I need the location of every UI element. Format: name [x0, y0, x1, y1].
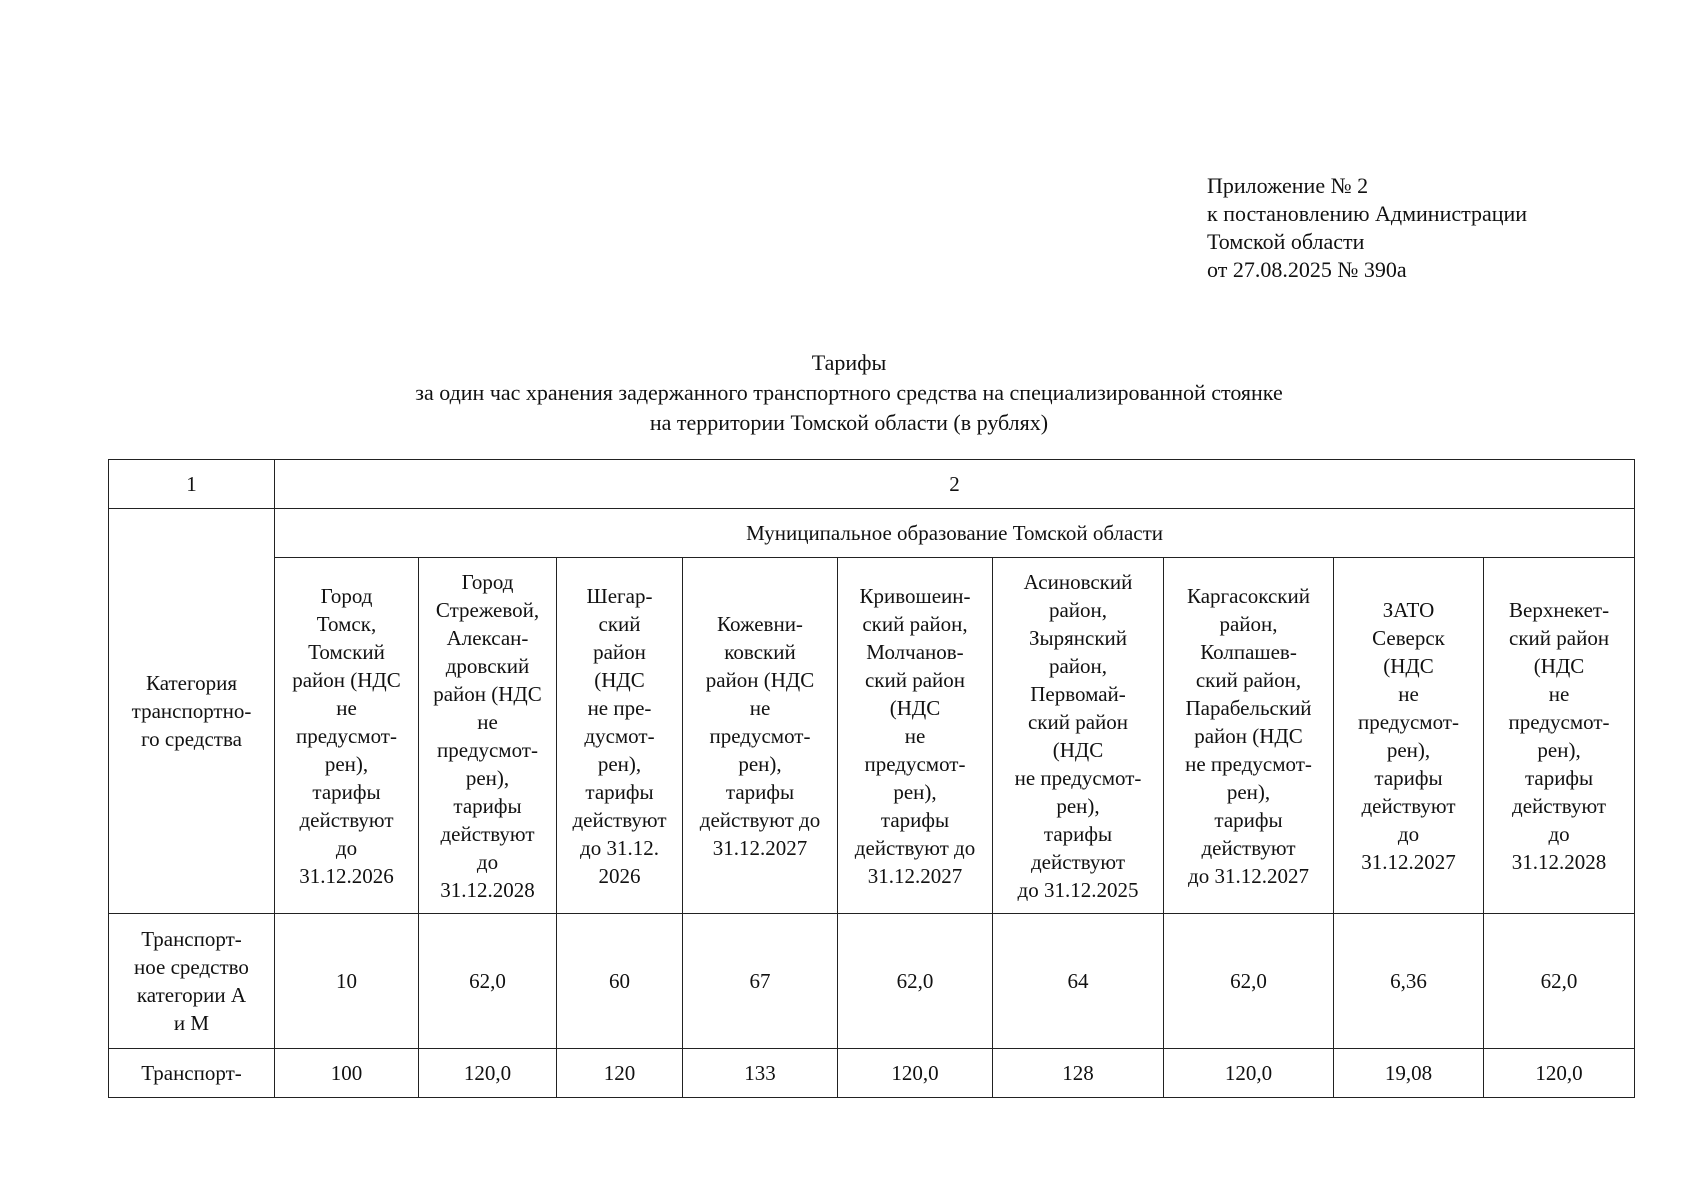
municipality-header-line: (НДС — [889, 695, 941, 720]
municipality-header-line: предусмот- — [437, 737, 538, 762]
municipality-header-line: 31.12.2028 — [440, 877, 535, 902]
municipality-header-line: предусмот- — [864, 751, 966, 776]
tariff-value: 120,0 — [419, 1049, 557, 1098]
tariff-value: 6,36 — [1334, 914, 1484, 1049]
municipality-header-line: не — [904, 723, 926, 748]
tariff-value: 133 — [683, 1049, 838, 1098]
municipality-header-line: тарифы — [1043, 821, 1113, 846]
municipality-header-line: действуют до — [854, 835, 976, 860]
municipality-header-line: предусмот- — [1358, 709, 1459, 734]
title-line: за один час хранения задержанного транспортного средства на специализированной стоянке — [415, 380, 1283, 405]
category-line: и М — [173, 1011, 210, 1035]
municipality-header-line: Алексан- — [446, 625, 529, 650]
tariff-value: 64 — [993, 914, 1164, 1049]
municipality-header-line: ский район, — [862, 611, 968, 636]
municipality-header-line: ковский — [724, 639, 796, 664]
municipality-header — [275, 558, 419, 914]
table-row — [109, 558, 1635, 914]
municipality-header-line: Каргасокский — [1187, 583, 1310, 608]
municipality-header-line: действуют — [1512, 793, 1607, 818]
municipality-header-line: Асиновский — [1023, 569, 1133, 594]
municipality-header-line: 2026 — [598, 863, 641, 888]
tariff-value: 120 — [557, 1049, 683, 1098]
municipality-header-line: дровский — [445, 653, 530, 678]
group-header: Муниципальное образование Томской области — [275, 509, 1635, 558]
municipality-header-line: Первомай- — [1030, 681, 1126, 706]
municipality-header-line: Город — [320, 583, 373, 608]
municipality-header-line: до — [476, 849, 499, 874]
municipality-header-line: не — [749, 695, 771, 720]
municipality-header-line: тарифы — [1214, 807, 1283, 832]
municipality-header-line: действуют — [299, 807, 394, 832]
municipality-header-line: действуют до — [699, 807, 821, 832]
municipality-header-line: Кожевни- — [717, 611, 803, 636]
municipality-header-line: район, — [1048, 597, 1108, 622]
appendix-block — [1207, 172, 1527, 284]
municipality-header-line: не пре- — [587, 695, 652, 720]
municipality-header-line: рен), — [1537, 737, 1581, 762]
municipality-header — [1334, 558, 1484, 914]
municipality-header — [993, 558, 1164, 914]
municipality-header-line: тарифы — [312, 779, 381, 804]
municipality-header-line: до 31.12.2027 — [1188, 863, 1309, 888]
municipality-header-line: действуют — [1201, 835, 1296, 860]
municipality-header-line: действуют — [1361, 793, 1456, 818]
municipality-header-line: 31.12.2027 — [867, 863, 963, 888]
title-line: Тарифы — [811, 350, 887, 375]
municipality-header-line: тарифы — [880, 807, 950, 832]
municipality-header-line: рен), — [738, 751, 782, 776]
title-line: на территории Томской области (в рублях) — [649, 410, 1049, 435]
municipality-header-line: до — [1397, 821, 1420, 846]
municipality-header-line: до — [335, 835, 358, 860]
municipality-header-line: (НДС — [1533, 653, 1585, 678]
municipality-header-line: 31.12.2028 — [1511, 849, 1607, 874]
municipality-header-line: Томский — [308, 639, 385, 664]
municipality-header-line: рен), — [1386, 737, 1431, 762]
municipality-header-line: район, — [1048, 653, 1108, 678]
municipality-header-line: рен), — [893, 779, 937, 804]
municipality-header — [419, 558, 557, 914]
tariff-value: 19,08 — [1334, 1049, 1484, 1098]
tariff-value: 120,0 — [1484, 1049, 1635, 1098]
table-row — [109, 460, 1635, 509]
municipality-header-line: Колпашев- — [1200, 639, 1297, 664]
municipality-header-line: предусмот- — [1508, 709, 1610, 734]
tariff-value: 60 — [557, 914, 683, 1049]
tariff-value: 100 — [275, 1049, 419, 1098]
category-header-line: транспортно- — [131, 699, 252, 723]
municipality-header-line: до — [1548, 821, 1570, 846]
municipality-header-line: ский район, — [1195, 667, 1302, 692]
category-line: категории А — [136, 983, 247, 1007]
tariff-value: 128 — [993, 1049, 1164, 1098]
appendix-line: Томской области — [1207, 229, 1365, 254]
column-number: 1 — [109, 460, 275, 509]
category-line: Транспорт- — [141, 927, 242, 951]
municipality-header-line: до 31.12. — [580, 835, 659, 860]
municipality-header-line: не — [1548, 681, 1570, 706]
municipality-header-line: не предусмот- — [1014, 765, 1142, 790]
municipality-header-line: дусмот- — [584, 723, 655, 748]
municipality-header-line: рен), — [324, 751, 369, 776]
municipality-header — [1484, 558, 1635, 914]
municipality-header — [683, 558, 838, 914]
municipality-header — [1164, 558, 1334, 914]
municipality-header-line: 31.12.2026 — [299, 863, 394, 888]
municipality-header-line: рен), — [465, 765, 510, 790]
category-line: Транспорт- — [141, 1061, 242, 1085]
municipality-header-line: тарифы — [1524, 765, 1594, 790]
table-row — [109, 1049, 1635, 1098]
table-row — [109, 509, 1635, 558]
municipality-header-line: район, — [1219, 611, 1278, 636]
category-cell — [109, 914, 275, 1049]
municipality-header-line: не предусмот- — [1185, 751, 1312, 776]
municipality-header-line: Северск — [1372, 625, 1445, 650]
tariff-value: 10 — [275, 914, 419, 1049]
tariff-value: 67 — [683, 914, 838, 1049]
municipality-header-line: Молчанов- — [866, 639, 964, 664]
municipality-header-line: ский — [598, 611, 641, 636]
municipality-header-line: район (НДС — [1194, 723, 1303, 748]
municipality-header-line: Парабельский — [1185, 695, 1312, 720]
municipality-header-line: (НДС — [1383, 653, 1434, 678]
municipality-header-line: рен), — [1056, 793, 1100, 818]
municipality-header-line: ский район — [864, 667, 966, 692]
municipality-header-line: Кривошеин- — [859, 583, 971, 608]
tariff-value: 120,0 — [1164, 1049, 1334, 1098]
municipality-header-line: 31.12.2027 — [712, 835, 808, 860]
municipality-header-line: предусмот- — [296, 723, 397, 748]
category-header — [109, 509, 275, 914]
tariff-value: 120,0 — [838, 1049, 993, 1098]
municipality-header — [838, 558, 993, 914]
municipality-header-line: не — [336, 695, 357, 720]
municipality-header-line: Томск, — [316, 611, 377, 636]
municipality-header-line: Город — [461, 569, 514, 594]
municipality-header-line: тарифы — [725, 779, 795, 804]
tariff-value: 62,0 — [419, 914, 557, 1049]
category-cell — [109, 1049, 275, 1098]
municipality-header-line: действуют — [572, 807, 667, 832]
table-row — [109, 914, 1635, 1049]
municipality-header-line: ский район — [1509, 625, 1610, 650]
document-title — [0, 348, 1698, 438]
municipality-header-line: (НДС — [1052, 737, 1104, 762]
category-header-line: Категория — [146, 671, 237, 695]
municipality-header-line: Верхнекет- — [1509, 597, 1610, 622]
municipality-header-line: район — [593, 639, 646, 664]
tariff-value: 62,0 — [838, 914, 993, 1049]
municipality-header-line: не — [477, 709, 498, 734]
municipality-header-line: предусмот- — [709, 723, 811, 748]
municipality-header-line: 31.12.2027 — [1361, 849, 1456, 874]
municipality-header-line: тарифы — [585, 779, 654, 804]
tariff-value: 62,0 — [1164, 914, 1334, 1049]
tariffs-table — [108, 459, 1635, 1098]
municipality-header-line: не — [1398, 681, 1419, 706]
appendix-line: Приложение № 2 — [1207, 173, 1369, 198]
municipality-header-line: Зырянский — [1028, 625, 1128, 650]
category-header-line: го средства — [141, 727, 242, 751]
municipality-header-line: действуют — [440, 821, 535, 846]
municipality-header-line: район (НДС — [705, 667, 815, 692]
municipality-header-line: ский район — [1027, 709, 1129, 734]
municipality-header-line: тарифы — [453, 793, 522, 818]
municipality-header-line: рен), — [597, 751, 642, 776]
municipality-header-line: Стрежевой, — [435, 597, 540, 622]
municipality-header-line: до 31.12.2025 — [1017, 877, 1139, 902]
municipality-header-line: (НДС — [594, 667, 645, 692]
municipality-header-line: ЗАТО — [1382, 597, 1435, 622]
category-line: ное средство — [134, 955, 249, 979]
appendix-line: к постановлению Администрации — [1207, 201, 1528, 226]
municipality-header-line: действуют — [1030, 849, 1126, 874]
tariff-value: 62,0 — [1484, 914, 1635, 1049]
municipality-header-line: Шегар- — [586, 583, 653, 608]
municipality-header — [557, 558, 683, 914]
municipality-header-line: район (НДС — [292, 667, 401, 692]
municipality-header-line: рен), — [1226, 779, 1271, 804]
municipality-header-line: район (НДС — [433, 681, 542, 706]
appendix-line: от 27.08.2025 № 390а — [1207, 257, 1407, 282]
column-number: 2 — [275, 460, 1635, 509]
municipality-header-line: тарифы — [1374, 765, 1443, 790]
